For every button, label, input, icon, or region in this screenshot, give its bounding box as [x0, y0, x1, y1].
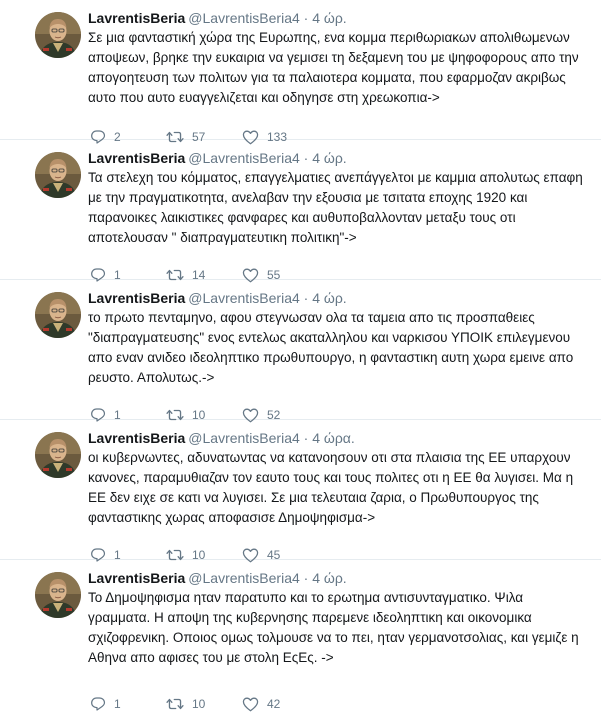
separator-dot: · [303, 10, 309, 26]
retweet-icon [166, 696, 184, 712]
tweet-header [88, 289, 588, 307]
display-name[interactable]: LavrentisBeria [88, 290, 186, 306]
tweet[interactable] [0, 280, 601, 420]
avatar[interactable] [35, 292, 81, 338]
tweet-content [88, 149, 588, 248]
reply-count: 1 [114, 548, 121, 562]
tweet-header [88, 429, 588, 447]
separator-dot: · [303, 150, 309, 166]
tweet-text: οι κυβερνωντες, αδυνατωντας να κατανοησουν οτι στα πλαισια της ΕΕ υπαρχουν κανονες, παραμυθιαζαν τον εαυτο τους και τους πολιτες οτι η ΕΕ θα λυγισει. Μα η ΕΕ δεν ειχε σε κατι να λυγισει. Σε μια τελευταια ζαρια, ο Πρωθυπουργος της φανταστικης χωρας αποφασισε Δημοψηφισμα-> [88, 450, 574, 525]
tweet-text: Το Δημοψηφισμα ηταν παρατυπο και το ερωτημα αντισυνταγματικο. Ψιλα γραμματα. Η αποψη της κυβερνησης παρεμενε ιδεοληπτικη και οικονομικα σχιζοφρενικη. Οποιος ομως τολμουσε να το πει, ηταν γερμανοτσολιας, και γεμιζε η Αθηνα απο αφισες του με στολη ΕςΕς. -> [88, 590, 579, 665]
tweet-actions [90, 696, 318, 712]
retweet-count: 10 [192, 697, 206, 711]
tweet-timestamp[interactable]: 4 ώρα. [312, 430, 355, 446]
reply-count: 1 [114, 408, 121, 422]
avatar-portrait-icon [35, 292, 81, 338]
tweet-content [88, 9, 588, 108]
reply-icon [90, 696, 106, 712]
tweet-content [88, 429, 588, 528]
like-count: 42 [267, 697, 281, 711]
display-name[interactable]: LavrentisBeria [88, 10, 186, 26]
reply-count: 2 [114, 130, 121, 144]
user-handle[interactable]: @LavrentisBeria4 [188, 430, 300, 446]
reply-count: 1 [114, 697, 121, 711]
tweet[interactable] [0, 560, 601, 720]
separator-dot: · [303, 290, 309, 306]
retweet-button[interactable] [166, 696, 242, 712]
avatar[interactable] [35, 12, 81, 58]
tweet-header [88, 9, 588, 27]
tweet-text: Τα στελεχη του κόμματος, επαγγελματιες ανεπάγγελτοι με καμμια απολυτως επαφη με την πραγματικοτητα, ανελαβαν την εξουσια με τσιτατα εποχης 1920 και παρανοικες λαικιστικες φανφαρες και αυθυποβαλλονταν μεταξυ τους οτι αποτελουσαν " διαπραγματευτικη πολιτικη"-> [88, 170, 583, 245]
avatar-portrait-icon [35, 12, 81, 58]
avatar-portrait-icon [35, 152, 81, 198]
user-handle[interactable]: @LavrentisBeria4 [188, 290, 300, 306]
separator-dot: · [303, 570, 309, 586]
tweet-header [88, 149, 588, 167]
avatar[interactable] [35, 152, 81, 198]
avatar[interactable] [35, 432, 81, 478]
display-name[interactable]: LavrentisBeria [88, 150, 186, 166]
retweet-count: 14 [192, 268, 206, 282]
like-count: 52 [267, 408, 281, 422]
like-count: 133 [267, 130, 288, 144]
tweet[interactable] [0, 420, 601, 560]
separator-dot: · [303, 430, 309, 446]
like-count: 45 [267, 548, 281, 562]
like-button[interactable] [242, 696, 318, 712]
tweet-content [88, 569, 588, 668]
tweet-timestamp[interactable]: 4 ώρ. [312, 290, 347, 306]
avatar-portrait-icon [35, 432, 81, 478]
tweet-timestamp[interactable]: 4 ώρ. [312, 10, 347, 26]
retweet-count: 10 [192, 548, 206, 562]
tweet[interactable] [0, 140, 601, 280]
like-count: 55 [267, 268, 281, 282]
tweet-content [88, 289, 588, 388]
tweet-header [88, 569, 588, 587]
tweet[interactable] [0, 0, 601, 144]
retweet-count: 57 [192, 130, 206, 144]
tweet-text: το πρωτο πενταμηνο, αφου στεγνωσαν ολα τα ταμεια απο τις προσπαθειες "διαπραγματευσης" ενος εντελως ακαταλληλου και ναρκισου ΥΠΟΙΚ επιλεγμενου απο εναν ανιδεο ιδεοληπτικο πρωθυπουργο, η φανταστικη αυτη χωρα εμεινε απο ρευστο. Απολυτως.-> [88, 310, 574, 385]
reply-count: 1 [114, 268, 121, 282]
user-handle[interactable]: @LavrentisBeria4 [188, 10, 300, 26]
user-handle[interactable]: @LavrentisBeria4 [188, 570, 300, 586]
avatar-portrait-icon [35, 572, 81, 618]
avatar[interactable] [35, 572, 81, 618]
like-icon [242, 696, 259, 712]
user-handle[interactable]: @LavrentisBeria4 [188, 150, 300, 166]
display-name[interactable]: LavrentisBeria [88, 430, 186, 446]
retweet-count: 10 [192, 408, 206, 422]
tweet-timestamp[interactable]: 4 ώρ. [312, 570, 347, 586]
reply-button[interactable] [90, 696, 166, 712]
tweet-text: Σε μια φανταστική χώρα της Ευρωπης, ενα κομμα περιθωριακων απολιθωμενων αποψεων, βρηκε την ευκαιρια να γεμισει τη δεξαμενη του με ψηφοφορους απο την απογοητευση των πολιτων για τα παλαιοτερα κομματα, που εφαρμοζαν ακριβως αυτο που αυτο ευαγγελιζεται και οδηγησε στη χρεωκοπια-> [88, 30, 579, 105]
tweet-timestamp[interactable]: 4 ώρ. [312, 150, 347, 166]
display-name[interactable]: LavrentisBeria [88, 570, 186, 586]
